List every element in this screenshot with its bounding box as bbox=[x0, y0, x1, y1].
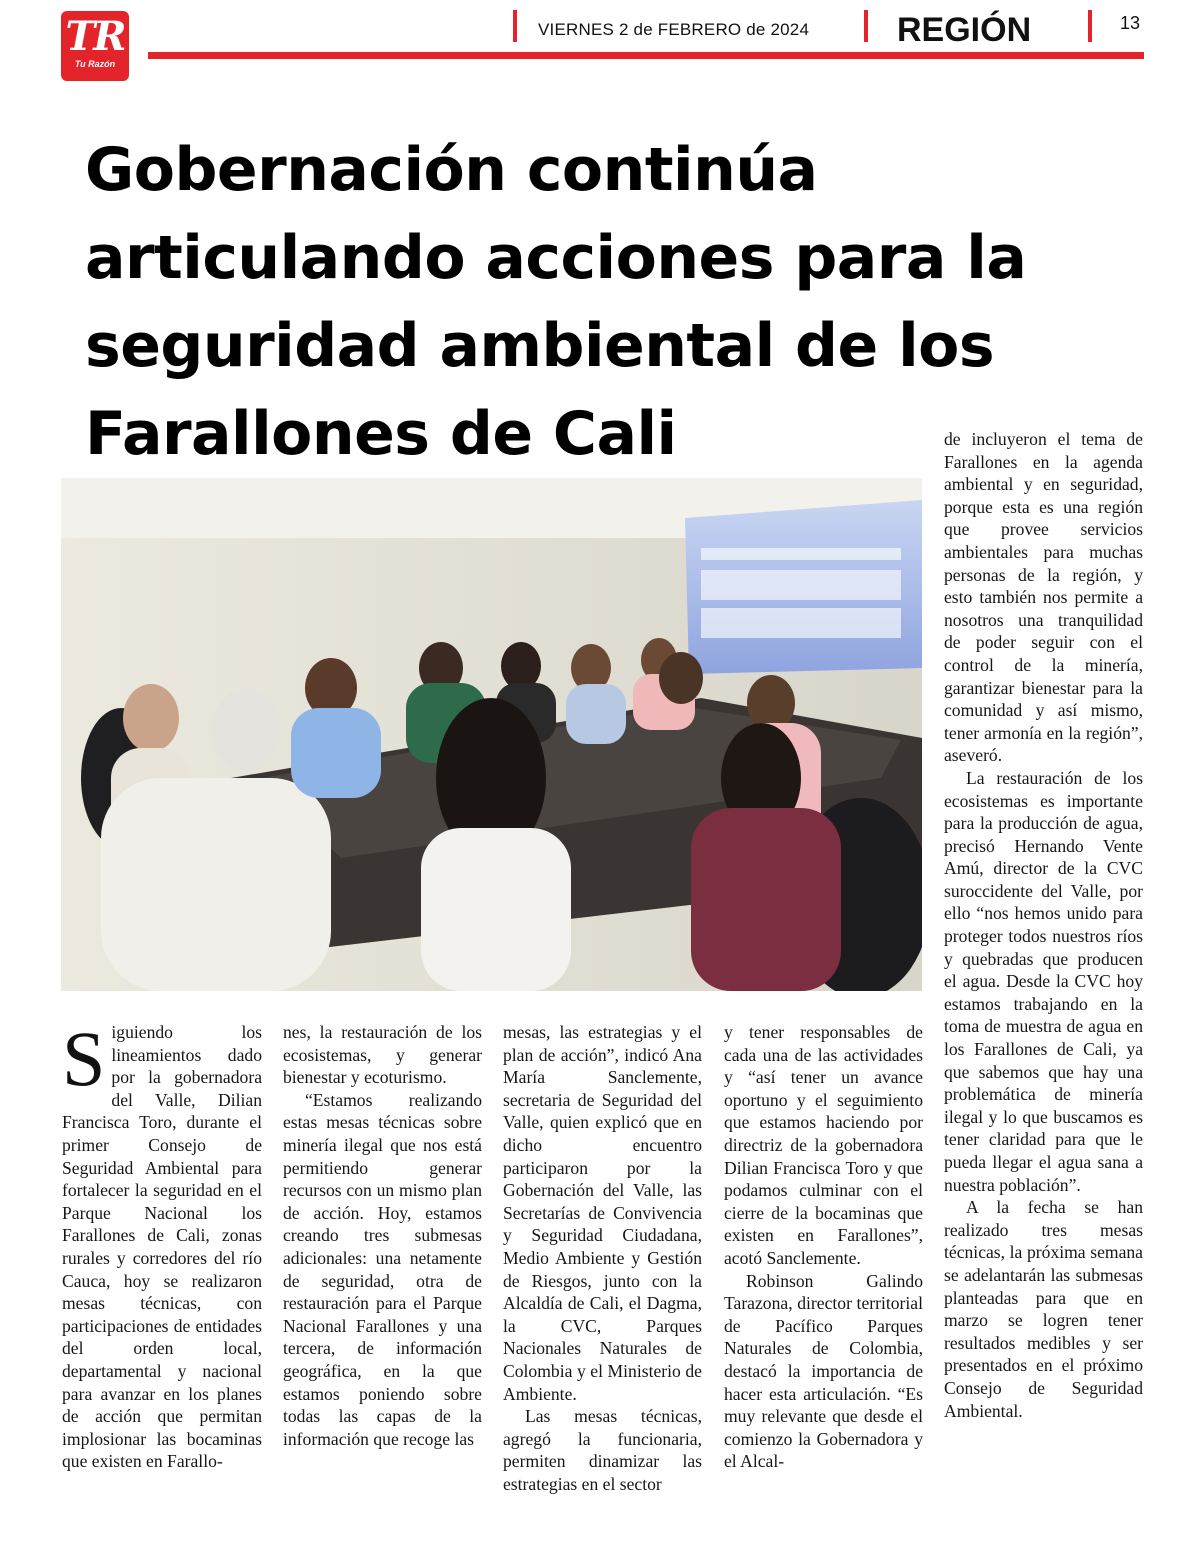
article-paragraph: A la fecha se han realizado tres mesas técnicas, la próxima semana se adelantarán las submesas planteadas para que en marzo se logren tener resultados medibles y ser presentados en el próximo Consejo de Seguridad Ambiental. bbox=[944, 1197, 1143, 1421]
page-number: 13 bbox=[1120, 13, 1141, 33]
article-paragraph bbox=[62, 1015, 262, 1473]
newspaper-logo bbox=[61, 11, 129, 81]
article-column-4 bbox=[724, 1021, 923, 1473]
paragraph-text: iguiendo los lineamientos dado por la gobernadora del Valle, Dilian Francisca Toro, durante el primer Consejo de Seguridad Ambiental para fortalecer la seguridad en el Parque Nacional los Farallones de Cali, zonas rurales y corredores del río Cauca, hoy se realizaron mesas técnicas, con participaciones de entidades del orden local, departamental y nacional para avanzar en los planes de acción que permitan implosionar las bocaminas que existen en Farallo- bbox=[62, 1022, 262, 1472]
issue-date: VIERNES 2 de FEBRERO de 2024 bbox=[538, 20, 810, 39]
article-column-5 bbox=[944, 428, 1143, 1422]
drop-cap: S bbox=[62, 1015, 106, 1102]
logo-subtitle: Tu Razón bbox=[74, 59, 116, 69]
article-column-1 bbox=[62, 1015, 262, 1473]
header-rule bbox=[148, 52, 1144, 59]
article-column-3 bbox=[503, 1021, 702, 1495]
article-paragraph: de incluyeron el tema de Farallones en la agenda ambiental y en seguridad, porque esta es una región que provee servicios ambientales para muchas personas de la región, y esto también nos permite a nosotros una tranquilidad de poder seguir con el control de la minería, garantizar bienestar para la comunidad y así mismo, tener armonía en la región”, aseveró. bbox=[944, 429, 1143, 766]
header-divider bbox=[1088, 10, 1092, 42]
article-paragraph: mesas, las estrategias y el plan de acción”, indicó Ana María Sanclemente, secretaria de Seguridad del Valle, quien explicó que en dicho encuentro participaron por la Gobernación del Valle, las Secretarías de Convivencia y Seguridad Ciudadana, Medio Ambiente y Gestión de Riesgos, junto con la Alcaldía de Cali, el Dagma, la CVC, Parques Nacionales Naturales de Colombia y el Ministerio de Ambiente. bbox=[503, 1022, 702, 1404]
article-paragraph: nes, la restauración de los ecosistemas, y generar bienestar y ecoturismo. bbox=[283, 1022, 482, 1088]
article-paragraph: La restauración de los ecosistemas es importante para la producción de agua, precisó Hernando Vente Amú, director de la CVC suroccidente del Valle, por ello “nos hemos unido para proteger todos nuestros ríos y quebradas que producen el agua. Desde la CVC hoy estamos trabajando en la toma de muestra de agua en los Farallones de Cali, ya que sabemos que hay una problemática de minería ilegal y lo que buscamos es tener claridad para que le pueda llegar el agua sana a nuestra población”. bbox=[944, 767, 1143, 1195]
meeting-photo bbox=[61, 478, 922, 991]
logo-mark: TR bbox=[65, 13, 125, 60]
article-column-2 bbox=[283, 1021, 482, 1450]
section-title: REGIÓN bbox=[897, 11, 1032, 49]
article-headline: Gobernación continúa articulando acciones para la seguridad ambiental de los Farallones de Cali bbox=[85, 135, 1027, 469]
article-paragraph: “Estamos realizando estas mesas técnicas sobre minería ilegal que nos está permitiendo generar recursos con un mismo plan de acción. Hoy, estamos creando tres submesas adicionales: una netamente de seguridad, otra de restauración para el Parque Nacional Farallones y una tercera, de información geográfica, en la que estamos poniendo sobre todas las capas de la información que recoge las bbox=[283, 1089, 482, 1449]
article-paragraph: Robinson Galindo Tarazona, director territorial de Pacífico Parques Naturales de Colombia, destacó la importancia de hacer esta articulación. “Es muy relevante que desde el comienzo la Gobernadora y el Alcal- bbox=[724, 1270, 923, 1472]
header-divider bbox=[864, 10, 868, 42]
article-paragraph: Las mesas técnicas, agregó la funcionaria, permiten dinamizar las estrategias en el sector bbox=[503, 1406, 702, 1494]
meeting-photo-illustration bbox=[61, 478, 922, 991]
article-paragraph: y tener responsables de cada una de las actividades y “así tener un avance oportuno y el seguimiento que estamos haciendo por directriz de la gobernadora Dilian Francisca Toro y que podamos culminar con el cierre de la bocaminas que existen en Farallones”, acotó Sanclemente. bbox=[724, 1022, 923, 1268]
header-divider bbox=[513, 10, 517, 42]
